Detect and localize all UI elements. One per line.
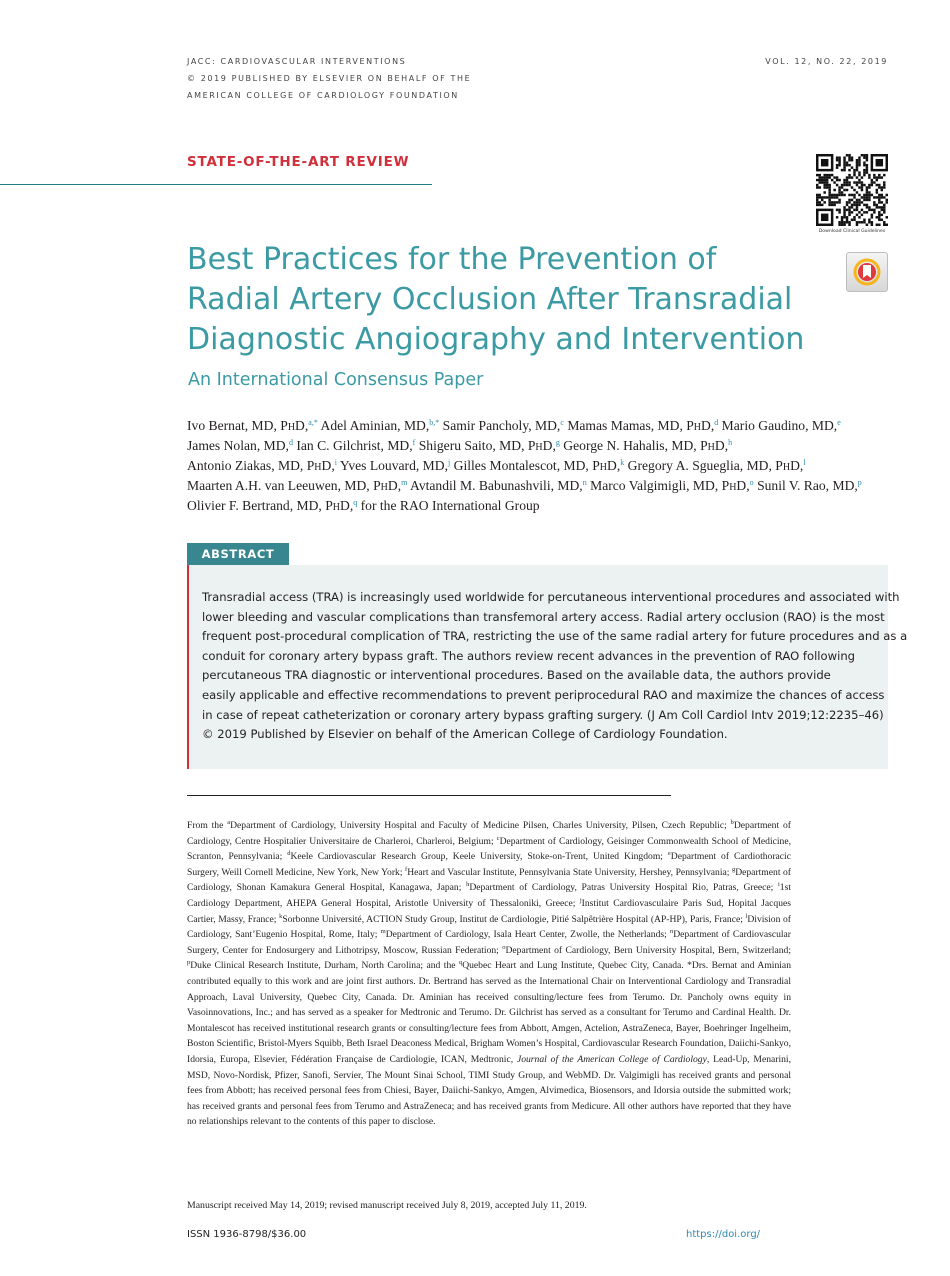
footnote-text: Department of Cardiothoracic Surgery, Weill Cornell Medicine, New York, New York; xyxy=(187,851,791,878)
author-affiliation[interactable]: q xyxy=(353,498,358,507)
author-affiliation[interactable]: o xyxy=(749,478,754,487)
journal-reference: Journal of the American College of Cardiology xyxy=(516,1053,707,1065)
author[interactable] xyxy=(187,418,318,433)
author-name: Shigeru Saito, MD, PhD, xyxy=(418,438,556,453)
affiliation-marker: b xyxy=(730,819,734,826)
author[interactable] xyxy=(187,438,293,453)
author-name: Samir Pancholy, MD, xyxy=(442,418,561,433)
author-line xyxy=(187,456,897,476)
author-name: Sunil V. Rao, MD, xyxy=(757,478,858,493)
footnote-text: From the xyxy=(187,820,228,831)
footnote-rule xyxy=(187,795,671,796)
author-name: Olivier F. Bertrand, MD, PhD, xyxy=(187,498,354,513)
author-line xyxy=(187,496,897,516)
author[interactable] xyxy=(187,458,337,473)
affiliation-marker: f xyxy=(405,865,408,873)
author-name: Ian C. Gilchrist, MD, xyxy=(296,438,413,453)
author-name: Marco Valgimigli, MD, PhD, xyxy=(590,478,750,493)
author-affiliation[interactable]: d xyxy=(288,438,293,447)
affiliation-marker: i xyxy=(777,881,780,889)
author[interactable] xyxy=(340,458,450,473)
title-line: Radial Artery Occlusion After Transradial xyxy=(187,282,793,317)
author-affiliation[interactable]: b,* xyxy=(429,418,440,427)
title-line: Best Practices for the Prevention of xyxy=(187,242,717,277)
author-name: Yves Louvard, MD, xyxy=(339,458,448,473)
abstract-text xyxy=(202,588,908,745)
abstract-line: Transradial access (TRA) is increasingly used worldwide for percutaneous interventional procedures and associated with xyxy=(202,590,900,604)
author[interactable] xyxy=(443,418,564,433)
abstract-line: in case of repeat catheterization or coronary artery bypass grafting surgery. (J Am Coll Cardiol Intv 2019;12:2235–46) xyxy=(202,707,884,722)
title-line: Diagnostic Angiography and Intervention xyxy=(187,322,805,357)
author[interactable] xyxy=(722,418,841,433)
author-name: Adel Aminian, MD, xyxy=(320,418,430,433)
author-name: Ivo Bernat, MD, PhD, xyxy=(187,418,309,433)
abstract-line: © 2019 Published by Elsevier on behalf of the American College of Cardiology Foundation. xyxy=(202,727,728,742)
author-affiliation[interactable]: h xyxy=(728,438,733,447)
journal-name: JACC: CARDIOVASCULAR INTERVENTIONS xyxy=(187,57,407,66)
author[interactable] xyxy=(563,438,732,453)
abstract-line: percutaneous TRA diagnostic or interventional procedures. Based on the available data, the authors provide xyxy=(202,668,831,683)
author[interactable] xyxy=(454,458,625,473)
copyright-line: © 2019 PUBLISHED BY ELSEVIER ON BEHALF OF THE xyxy=(187,74,472,83)
footnote-text: Department of Cardiology, Centre Hospitalier Universitaire de Charleroi, Charleroi, Belgium; xyxy=(187,820,791,847)
qr-caption: Download Clinical Guidelines xyxy=(818,229,886,234)
affiliation-marker: l xyxy=(745,912,748,920)
footnote-text: Department of Cardiology, Bern University Hospital, Bern, Switzerland; xyxy=(505,944,791,956)
author-name: James Nolan, MD, xyxy=(187,438,289,453)
author-line xyxy=(187,436,897,456)
footnote-text: 1st Cardiology Department, AHEPA General Hospital, Aristotle University of Thessaloniki, Greece; xyxy=(187,882,791,909)
author-affiliation[interactable]: p xyxy=(857,478,862,487)
footnote-text: Quebec Heart and Lung Institute, Quebec City, Canada. *Drs. Bernat and Aminian contributed equally to this work and are joint first authors. Dr. Bertrand has served as the International Chair on Interventional Cardiology and Transradial Approach, Laval University, Quebec City, Canada. Dr. Aminian has received consulting/lecture fees from Terumo. Dr. Pancholy owns equity in Vasoinnovations, Inc.; and has served as a speaker for Medtronic and Terumo. Dr. Gilchrist has served as a consultant for Terumo and Cardinal Health. Dr. Montalescot has received institutional research grants or consulting/lecture fees from Abbott, Amgen, Actelion, AstraZeneca, Bayer, Boehringer Ingelheim, Boston Scientific, Bristol-Myers Squibb, Beth Israel Deaconess Medical, Brigham Women’s Hospital, Cardiovascular Research Foundation, Daiichi-Sankyo, Idorsia, Europa, Elsevier, Fédération Française de Cardiologie, ICAN, Medtronic, xyxy=(187,960,791,1065)
footnote-text: Department of Cardiology, University Hospital and Faculty of Medicine Pilsen, Charles University, Pilsen, Czech Republic; xyxy=(230,820,731,831)
footnote-text: Department of Cardiovascular Surgery, Center for Endosurgery and Lithotripsy, Moscow, Russian Federation; xyxy=(187,929,791,956)
author[interactable] xyxy=(590,478,754,493)
author-group: for the RAO International Group xyxy=(360,498,540,513)
author-name: Gilles Montalescot, MD, PhD, xyxy=(453,458,621,473)
footnote-text: Institut Cardiovasculaire Paris Sud, Hopital Jacques Cartier, Massy, France; xyxy=(187,897,791,925)
abstract-line: frequent post-procedural complication of TRA, restricting the use of the same radial artery for future procedures and as a xyxy=(202,629,908,644)
author[interactable] xyxy=(628,458,806,473)
author[interactable] xyxy=(419,438,560,453)
author-affiliation[interactable]: d xyxy=(714,418,719,427)
author-line xyxy=(187,476,897,496)
journal-header xyxy=(187,53,471,104)
affiliation-marker: g xyxy=(731,865,736,873)
copyright-line: AMERICAN COLLEGE OF CARDIOLOGY FOUNDATION xyxy=(187,91,459,100)
affiliation-marker: o xyxy=(502,943,506,951)
author-affiliation[interactable]: i xyxy=(334,458,337,467)
author[interactable] xyxy=(187,478,407,493)
author[interactable] xyxy=(410,478,587,493)
affiliations-footnote xyxy=(187,818,791,1130)
affiliation-marker: k xyxy=(279,912,283,920)
issn: ISSN 1936-8798/$36.00 xyxy=(187,1229,307,1240)
affiliation-marker: e xyxy=(667,850,671,858)
footnote-text: Department of Cardiology, Geisinger Commonwealth School of Medicine, Scranton, Pennsylvania; xyxy=(187,835,791,863)
author-affiliation[interactable]: l xyxy=(803,458,806,467)
affiliation-marker: a xyxy=(227,819,231,826)
affiliation-marker: p xyxy=(187,959,191,967)
affiliation-marker: m xyxy=(380,928,386,936)
affiliation-marker: h xyxy=(466,881,470,889)
footnote-text: , Lead-Up, Menarini, MSD, Novo-Nordisk, Pfizer, Sanofi, Servier, The Mount Sinai School, TIMI Study Group, and WebMD. Dr. Valgimigli has received grants and personal fees from Abbott; has received personal fees from Chiesi, Bayer, Daiichi-Sankyo, Amgen, Alvimedica, Biosensors, and Idorsia outside the submitted work; has received grants and personal fees from Terumo and AstraZeneca; and has received grants from Medicure. All other authors have reported that they have no relationships relevant to the contents of this paper to disclose. xyxy=(187,1053,791,1128)
author-affiliation[interactable]: e xyxy=(837,418,841,427)
abstract-line: conduit for coronary artery bypass graft. The authors review recent advances in the prevention of RAO following xyxy=(202,648,856,663)
article-subtitle: An International Consensus Paper xyxy=(188,370,484,390)
author-affiliation[interactable]: c xyxy=(560,418,564,427)
footnote-text: Department of Cardiology, Patras University Hospital Rio, Patras, Greece; xyxy=(469,882,778,894)
author-affiliation[interactable]: g xyxy=(555,438,560,447)
footnote-text: Department of Cardiology, Isala Heart Center, Zwolle, the Netherlands; xyxy=(385,929,670,941)
author[interactable] xyxy=(296,438,415,453)
volume-info: VOL. 12, NO. 22, 2019 xyxy=(765,57,888,66)
author[interactable] xyxy=(187,498,357,513)
footnote-text: Department of Cardiology, Shonan Kamakura General Hospital, Kanagawa, Japan; xyxy=(187,866,792,894)
footnote-text: Keele Cardiovascular Research Group, Keele University, Stoke-on-Trent, United Kingdom; xyxy=(290,851,668,863)
author-name: Antonio Ziakas, MD, PhD, xyxy=(187,458,335,473)
manuscript-dates: Manuscript received May 14, 2019; revised manuscript received July 8, 2019, accepted July 11, 2019. xyxy=(187,1200,587,1211)
author-name: George N. Hahalis, MD, PhD, xyxy=(563,438,729,453)
author-name: Maarten A.H. van Leeuwen, MD, PhD, xyxy=(187,478,402,493)
author-affiliation[interactable]: f xyxy=(412,438,416,447)
author[interactable] xyxy=(567,418,718,433)
abstract-line: lower bleeding and vascular complications than transfemoral artery access. Radial artery occlusion (RAO) is the most xyxy=(202,609,885,624)
author-name: Gregory A. Sgueglia, MD, PhD, xyxy=(627,458,804,473)
author-list xyxy=(187,416,897,516)
author-name: Mamas Mamas, MD, PhD, xyxy=(567,418,715,433)
affiliation-marker: c xyxy=(496,834,500,842)
footnote-text: Heart and Vascular Institute, Pennsylvania State University, Hershey, Pennsylvania; xyxy=(407,866,732,878)
footnote-text: Division of Cardiology, Sant’Eugenio Hospital, Rome, Italy; xyxy=(187,913,791,941)
footnote-text: Duke Clinical Research Institute, Durham, North Carolina; and the xyxy=(190,960,459,972)
qr-code-icon[interactable] xyxy=(816,154,888,226)
footnote-text: Sorbonne Université, ACTION Study Group, Institut de Cardiologie, Pitié Salpêtrière Hospital (AP-HP), Paris, France; xyxy=(282,913,746,925)
author-affiliation[interactable]: k xyxy=(620,458,625,467)
affiliation-marker: n xyxy=(670,928,674,936)
affiliation-marker: d xyxy=(287,850,291,858)
author-affiliation[interactable]: m xyxy=(401,478,408,487)
author-affiliation[interactable]: j xyxy=(448,458,451,467)
author-affiliation[interactable]: a,* xyxy=(308,418,318,427)
section-label: STATE-OF-THE-ART REVIEW xyxy=(187,154,410,170)
author-line xyxy=(187,416,897,436)
crossmark-icon[interactable] xyxy=(846,252,888,292)
author[interactable] xyxy=(757,478,862,493)
author[interactable] xyxy=(321,418,440,433)
affiliation-marker: q xyxy=(458,959,463,967)
doi-link[interactable]: https://doi.org/ xyxy=(686,1229,761,1240)
abstract-label: ABSTRACT xyxy=(187,543,289,565)
affiliation-marker: j xyxy=(579,896,582,904)
abstract-line: easily applicable and effective recommendations to prevent periprocedural RAO and maximize the chances of access xyxy=(202,687,885,702)
author-affiliation[interactable]: n xyxy=(582,478,587,487)
author-name: Mario Gaudino, MD, xyxy=(721,418,838,433)
article-title xyxy=(187,240,827,360)
author-name: Avtandil M. Babunashvili, MD, xyxy=(410,478,583,493)
section-rule xyxy=(0,184,432,185)
